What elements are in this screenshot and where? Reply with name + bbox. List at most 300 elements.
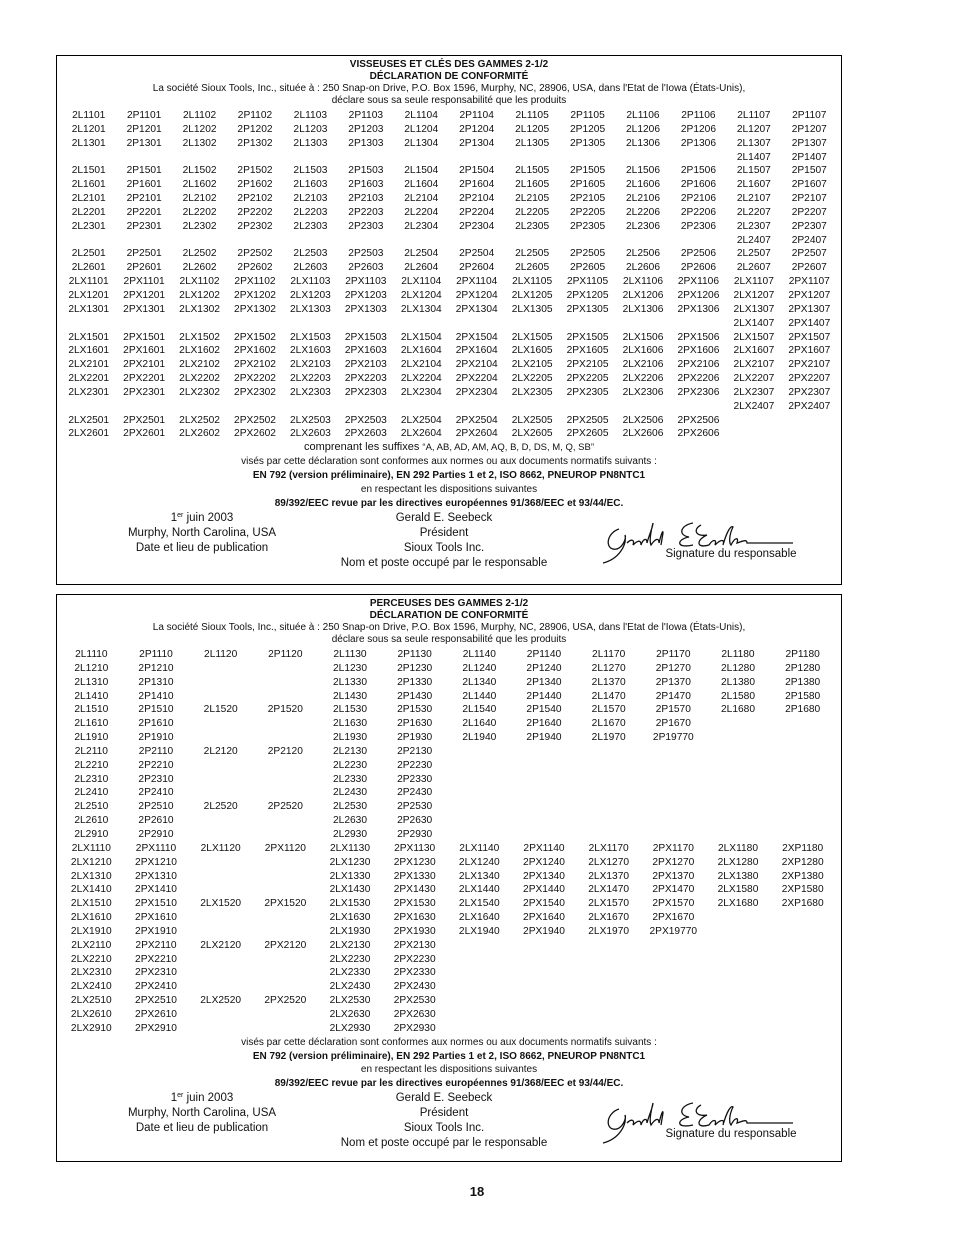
model-cell: 2LX2205 [511,373,553,385]
model-cell: 2LX2603 [290,428,331,440]
model-cell: 2LX2503 [290,414,331,426]
model-cell: 2LX2204 [400,373,442,385]
norms-intro: visés par cette déclaration sont conformes aux normes ou aux documents normatifs suivants : [241,1036,657,1048]
model-cell: 2P1410 [138,690,174,702]
model-cell: 2LX1603 [290,345,331,357]
model-cell: 2P2106 [680,193,716,205]
model-cell: 2LX1410 [70,884,112,896]
signatory-label: Nom et poste occupé par le responsable [340,556,548,569]
model-cell [706,759,771,773]
model-cell: 2PX1302 [234,303,276,315]
signature-label: Signature du responsable [665,1128,797,1141]
model-cell: 2P1270 [655,662,691,674]
model-cell [706,966,771,980]
model-cell: 2LX1230 [329,856,371,868]
model-cell: 2LX1430 [329,884,371,896]
model-cell: 2L1301 [71,137,106,149]
model-cell: 2PX2301 [123,386,166,398]
model-cell: 2PX1240 [523,856,565,868]
model-cell [253,731,318,745]
model-cell [512,939,577,953]
model-cell: 2LX1170 [588,842,629,854]
model-cell: 2P1505 [570,165,606,177]
model-cell: 2PX1610 [135,912,177,924]
model-cell: 2P2104 [459,193,495,205]
model-cell [253,856,318,870]
model-cell: 2P1506 [680,165,716,177]
model-cell: 2L1670 [591,718,626,730]
model-cell: 2PX2520 [264,995,307,1007]
model-cell: 2LX1302 [179,303,220,315]
model-cell: 2L1606 [625,179,660,191]
model-cell [447,966,512,980]
model-cell: 2LX1507 [733,331,775,343]
model-cell: 2PX1504 [455,331,498,343]
model-cell [227,234,282,248]
model-cell: 2PX2506 [677,414,720,426]
model-cell: 2P2203 [348,206,384,218]
model-cell [227,151,282,165]
model-cell: 2L1407 [736,151,771,163]
model-cell: 2L2206 [625,206,660,218]
provisions-intro: en respectant les dispositions suivantes [360,483,538,495]
model-cell: 2L1530 [332,704,367,716]
model-cell: 2PX2304 [455,386,498,398]
model-cell: 2P1130 [397,649,432,660]
signature-column [597,1091,837,1157]
model-cell: 2L2205 [515,206,550,218]
model-cell: 2LX1970 [588,925,630,937]
model-cell: 2PX2305 [566,386,609,398]
model-cell: 2L2602 [182,262,217,274]
model-cell [641,745,706,759]
model-cell: 2LX2306 [622,386,664,398]
model-cell: 2P1440 [526,690,562,702]
model-cell: 2LX1240 [458,856,500,868]
model-cell [560,400,615,414]
model-cell: 2PX1120 [264,842,306,854]
model-cell: 2P1380 [785,676,821,688]
model-cell [188,953,253,967]
model-cell: 2LX1601 [68,345,110,357]
model-cell: 2LX2103 [290,359,331,371]
model-cell: 2P1106 [681,110,716,121]
model-cell: 2LX1580 [717,884,759,896]
model-cell [512,994,577,1008]
model-cell [770,925,835,939]
model-cell: 2P2930 [397,828,433,840]
model-cell: 2XP1380 [781,870,824,882]
model-cell [770,966,835,980]
model-cell: 2LX2301 [68,386,110,398]
model-cell: 2LX2102 [179,359,220,371]
model-cell: 2PX1340 [523,870,565,882]
model-cell [447,786,512,800]
model-cell: 2L2307 [736,220,771,232]
model-cell: 2PX2210 [135,953,177,965]
model-cell: 2PX2102 [234,359,276,371]
model-cell: 2PX1202 [234,289,276,301]
model-cell: 2P1180 [785,649,820,660]
model-cell: 2LX2604 [400,428,442,440]
model-cell [188,731,253,745]
model-cell: 2LX1502 [179,331,220,343]
model-cell [576,939,641,953]
model-cell: 2LX2110 [71,939,112,951]
model-cell [61,151,116,165]
model-cell: 2LX2101 [68,359,110,371]
model-cell [61,317,116,331]
model-cell [188,1022,253,1036]
model-cell: 2LX2202 [179,373,220,385]
model-cell [116,317,171,331]
model-cell: 2PX1201 [123,289,166,301]
model-cell: 2L2505 [515,248,550,260]
model-cell: 2P2206 [680,206,716,218]
model-cell: 2LX1610 [70,912,112,924]
model-cell [706,800,771,814]
model-cell: 2P1680 [785,704,821,716]
model-cell: 2P2230 [397,759,433,771]
model-cell: 2LX2407 [733,400,775,412]
model-cell [641,828,706,842]
model-cell: 2PX1204 [455,289,498,301]
model-cell: 2L1502 [182,165,217,177]
model-cell: 2LX1102 [179,276,220,288]
signatory-name: Gerald E. Seebeck [395,1092,493,1105]
model-cell: 2PX2510 [135,995,177,1007]
model-cell: 2P2303 [348,220,384,232]
model-cell: 2L2910 [74,828,109,840]
model-cell: 2LX1930 [329,925,371,937]
model-cell: 2P1580 [785,690,821,702]
model-cell [227,400,282,414]
model-cell: 2P2607 [791,262,827,274]
model-cell: 2L2230 [332,759,367,771]
model-cell [770,745,835,759]
model-cell: 2L1340 [462,676,497,688]
model-cell: 2P2630 [397,815,433,827]
model-cell: 2L1930 [332,732,367,744]
model-cell: 2L1604 [404,179,439,191]
model-cell: 2PX1207 [788,289,831,301]
model-cell: 2L1302 [182,137,217,149]
model-cell: 2P1302 [237,137,273,149]
model-cell: 2PX1670 [652,912,695,924]
model-cell: 2PX1940 [523,925,565,937]
section-subtitle: DÉCLARATION DE CONFORMITÉ [369,71,529,82]
model-cell [116,234,171,248]
model-cell: 2PX2603 [344,428,387,440]
model-cell: 2L1110 [75,649,108,660]
model-cell: 2L1503 [293,165,328,177]
model-cell: 2PX2910 [135,1022,177,1034]
model-cell [338,151,393,165]
model-cell: 2L1205 [515,123,550,135]
model-cell: 2PX2530 [393,995,436,1007]
model-cell: 2L2110 [74,745,108,757]
model-cell: 2LX2601 [68,428,110,440]
model-cell: 2L2304 [404,220,439,232]
model-cell: 2L1202 [182,123,217,135]
model-cell: 2P2507 [791,248,827,260]
signature-block [57,511,841,577]
model-cell: 2LX2130 [329,939,371,951]
model-cell: 2LX1570 [588,898,630,910]
model-cell: 2PX1307 [788,303,831,315]
signatory-name: Gerald E. Seebeck [395,511,493,524]
model-cell: 2L1610 [74,718,109,730]
model-cell: 2P1503 [348,165,384,177]
model-cell: 2LX1202 [179,289,220,301]
model-cell: 2L1910 [74,732,109,744]
model-cell: 2L1540 [462,704,497,716]
model-cell [706,939,771,953]
model-cell: 2L1101 [72,110,106,121]
model-cell: 2P1203 [348,123,384,135]
model-cell: 2L1580 [720,690,755,702]
model-cell: 2P2504 [459,248,495,260]
model-cell [188,883,253,897]
model-cell [770,773,835,787]
model-cell: 2LX2910 [70,1022,112,1034]
model-cell: 2PX1102 [234,276,276,288]
model-cell: 2P1107 [792,110,827,121]
model-cell: 2P1530 [397,704,433,716]
model-cell [188,966,253,980]
model-cell: 2LX1140 [459,842,500,854]
model-cell: 2PX1206 [677,289,720,301]
model-cell: 2LX2606 [622,428,664,440]
signature-label: Signature du responsable [665,547,797,560]
model-cell [770,939,835,953]
model-cell: 2PX1505 [566,331,609,343]
model-cell: 2P2110 [138,745,174,757]
model-cell [560,151,615,165]
model-cell: 2LX1380 [717,870,759,882]
model-cell: 2L1940 [462,732,497,744]
model-cell: 2PX2207 [788,373,831,385]
model-cell: 2P2503 [348,248,384,260]
model-cell [560,234,615,248]
signatory-column [319,511,569,571]
model-cell: 2P2604 [459,262,495,274]
model-cell [576,1008,641,1022]
model-cell: 2PX2104 [455,359,498,371]
model-cell [615,400,670,414]
model-cell: 2L2604 [404,262,439,274]
model-cell: 2PX2306 [677,386,720,398]
model-cell [504,317,559,331]
model-cell [188,759,253,773]
model-cell: 2P1207 [791,123,827,135]
model-cell: 2PX2204 [455,373,498,385]
model-cell: 2LX1680 [717,898,759,910]
model-cell: 2L1680 [720,704,755,716]
model-cell: 2P2430 [397,787,433,799]
model-cell: 2PX2201 [123,373,166,385]
model-cell: 2PX2203 [344,373,387,385]
model-cell: 2L1103 [293,110,328,121]
model-cell: 2LX2505 [511,414,553,426]
model-cell: 2LX2510 [70,995,112,1007]
model-cell: 2P2307 [791,220,827,232]
model-cell: 2P2310 [138,773,174,785]
model-cell: 2PX2330 [393,967,436,979]
model-cell: 2P1204 [459,123,495,135]
model-cell: 2P1502 [237,165,273,177]
model-cell: 2L1970 [591,732,626,744]
model-cell: 2PX1303 [344,303,387,315]
model-cell: 2L1204 [404,123,439,135]
model-cell [253,773,318,787]
model-cell: 2P1520 [267,704,303,716]
model-cell: 2P1170 [656,649,691,660]
model-cell: 2P2510 [138,801,174,813]
model-cell [447,800,512,814]
model-cell: 2L1410 [74,690,109,702]
model-cell: 2L2601 [71,262,106,274]
model-cell [770,980,835,994]
signatory-company: Sioux Tools Inc. [403,1122,485,1135]
model-cell: 2PX1210 [135,856,177,868]
model-cell: 2L1310 [74,676,109,688]
model-cell: 2XP1580 [781,884,824,896]
model-cell [706,745,771,759]
model-cell: 2LX1201 [68,289,110,301]
model-cell [283,234,338,248]
model-cell: 2LX1205 [511,289,553,301]
model-cell: 2LX2206 [622,373,664,385]
model-cell: 2L2502 [182,248,217,260]
model-cell: 2PX2602 [234,428,276,440]
model-cell: 2PX1330 [393,870,436,882]
model-cell: 2LX1306 [622,303,664,315]
model-cell: 2L2606 [625,262,660,274]
model-cell [253,814,318,828]
model-cell: 2L2102 [182,193,217,205]
model-cell [671,234,726,248]
model-cell: 2LX2506 [622,414,664,426]
model-cell: 2P2306 [680,220,716,232]
model-cell: 2PX1520 [264,898,307,910]
model-cell: 2LX1340 [458,870,500,882]
model-cell [512,786,577,800]
model-cell: 2P1670 [655,718,691,730]
model-cell: 2L2610 [74,815,109,827]
model-cell: 2LX1630 [329,912,371,924]
model-cell: 2L1270 [591,662,626,674]
model-cell [283,151,338,165]
model-cell: 2P1930 [397,732,433,744]
model-cell: 2L1130 [333,649,367,660]
model-cell: 2LX1640 [458,912,500,924]
model-cell [641,980,706,994]
model-cell: 2PX1230 [393,856,436,868]
model-cell [504,151,559,165]
model-cell: 2LX1301 [68,303,110,315]
model-cell: 2L1440 [462,690,497,702]
model-cell: 2PX1103 [345,276,387,288]
model-cell [512,953,577,967]
model-cell: 2LX1120 [200,842,241,854]
model-cell [253,925,318,939]
date-place-column [87,511,317,556]
model-cell: 2PX1106 [677,276,719,288]
model-cell [449,151,504,165]
model-cell [283,400,338,414]
model-cell [394,234,449,248]
model-cell [449,400,504,414]
model-cell: 2P1210 [138,662,174,674]
model-cell: 2PX2130 [393,939,436,951]
model-cell: 2PX1601 [123,345,166,357]
model-cell: 2L1240 [462,662,497,674]
model-cell: 2P1601 [126,179,162,191]
model-cell [512,773,577,787]
model-cell [576,966,641,980]
model-cell: 2L2130 [332,745,367,757]
model-cell [770,759,835,773]
model-cell [447,1022,512,1036]
model-cell: 2PX1407 [788,317,831,329]
model-cell: 2LX1104 [401,276,442,288]
company-statement: La société Sioux Tools, Inc., située à : 250 Snap-on Drive, P.O. Box 1596, Murphy, NC, 28906, USA, dans l'Etat de l'Iowa (États-Unis), [152,622,746,633]
model-cell [172,400,227,414]
model-cell: 2LX1607 [733,345,775,357]
model-cell: 2LX2610 [70,1008,112,1020]
model-cell: 2L2201 [71,206,106,218]
model-cell: 2LX1305 [511,303,553,315]
section-title: PERCEUSES DES GAMMES 2-1/2 [369,598,529,609]
model-cell: 2L2407 [736,234,771,246]
model-cell [116,151,171,165]
model-cell: 2L2605 [515,262,550,274]
model-cell: 2L1570 [591,704,626,716]
model-cell: 2LX1501 [68,331,110,343]
model-cell: 2P1205 [570,123,606,135]
model-cell [188,828,253,842]
model-cell [512,966,577,980]
model-cell: 2L1507 [736,165,771,177]
model-cell: 2LX1210 [70,856,112,868]
model-cell: 2L2520 [203,801,238,813]
model-cell [641,773,706,787]
model-cell [172,151,227,165]
model-cell: 2LX2530 [329,995,371,1007]
model-cell: 2LX1180 [717,842,759,854]
model-cell: 2PX2504 [455,414,498,426]
model-cell [706,717,771,731]
model-cell: 2P2910 [138,828,174,840]
model-cell: 2PX2105 [566,359,609,371]
model-cell: 2P1230 [397,662,433,674]
model-cell: 2P1570 [655,704,691,716]
model-cell: 2P1280 [785,662,821,674]
model-cell: 2P1507 [791,165,827,177]
model-cell: 2L1206 [625,123,660,135]
model-cell: 2P2105 [570,193,606,205]
date-place-label: Date et lieu de publication [135,541,269,554]
publication-place: Murphy, North Carolina, USA [127,526,277,539]
model-cell: 2LX1504 [400,331,442,343]
model-cell: 2P1120 [268,649,303,660]
model-cell [576,814,641,828]
model-cell: 2L2330 [332,773,367,785]
model-cell: 2L2301 [71,220,106,232]
model-cell: 2P1305 [570,137,606,149]
model-cell [706,925,771,939]
